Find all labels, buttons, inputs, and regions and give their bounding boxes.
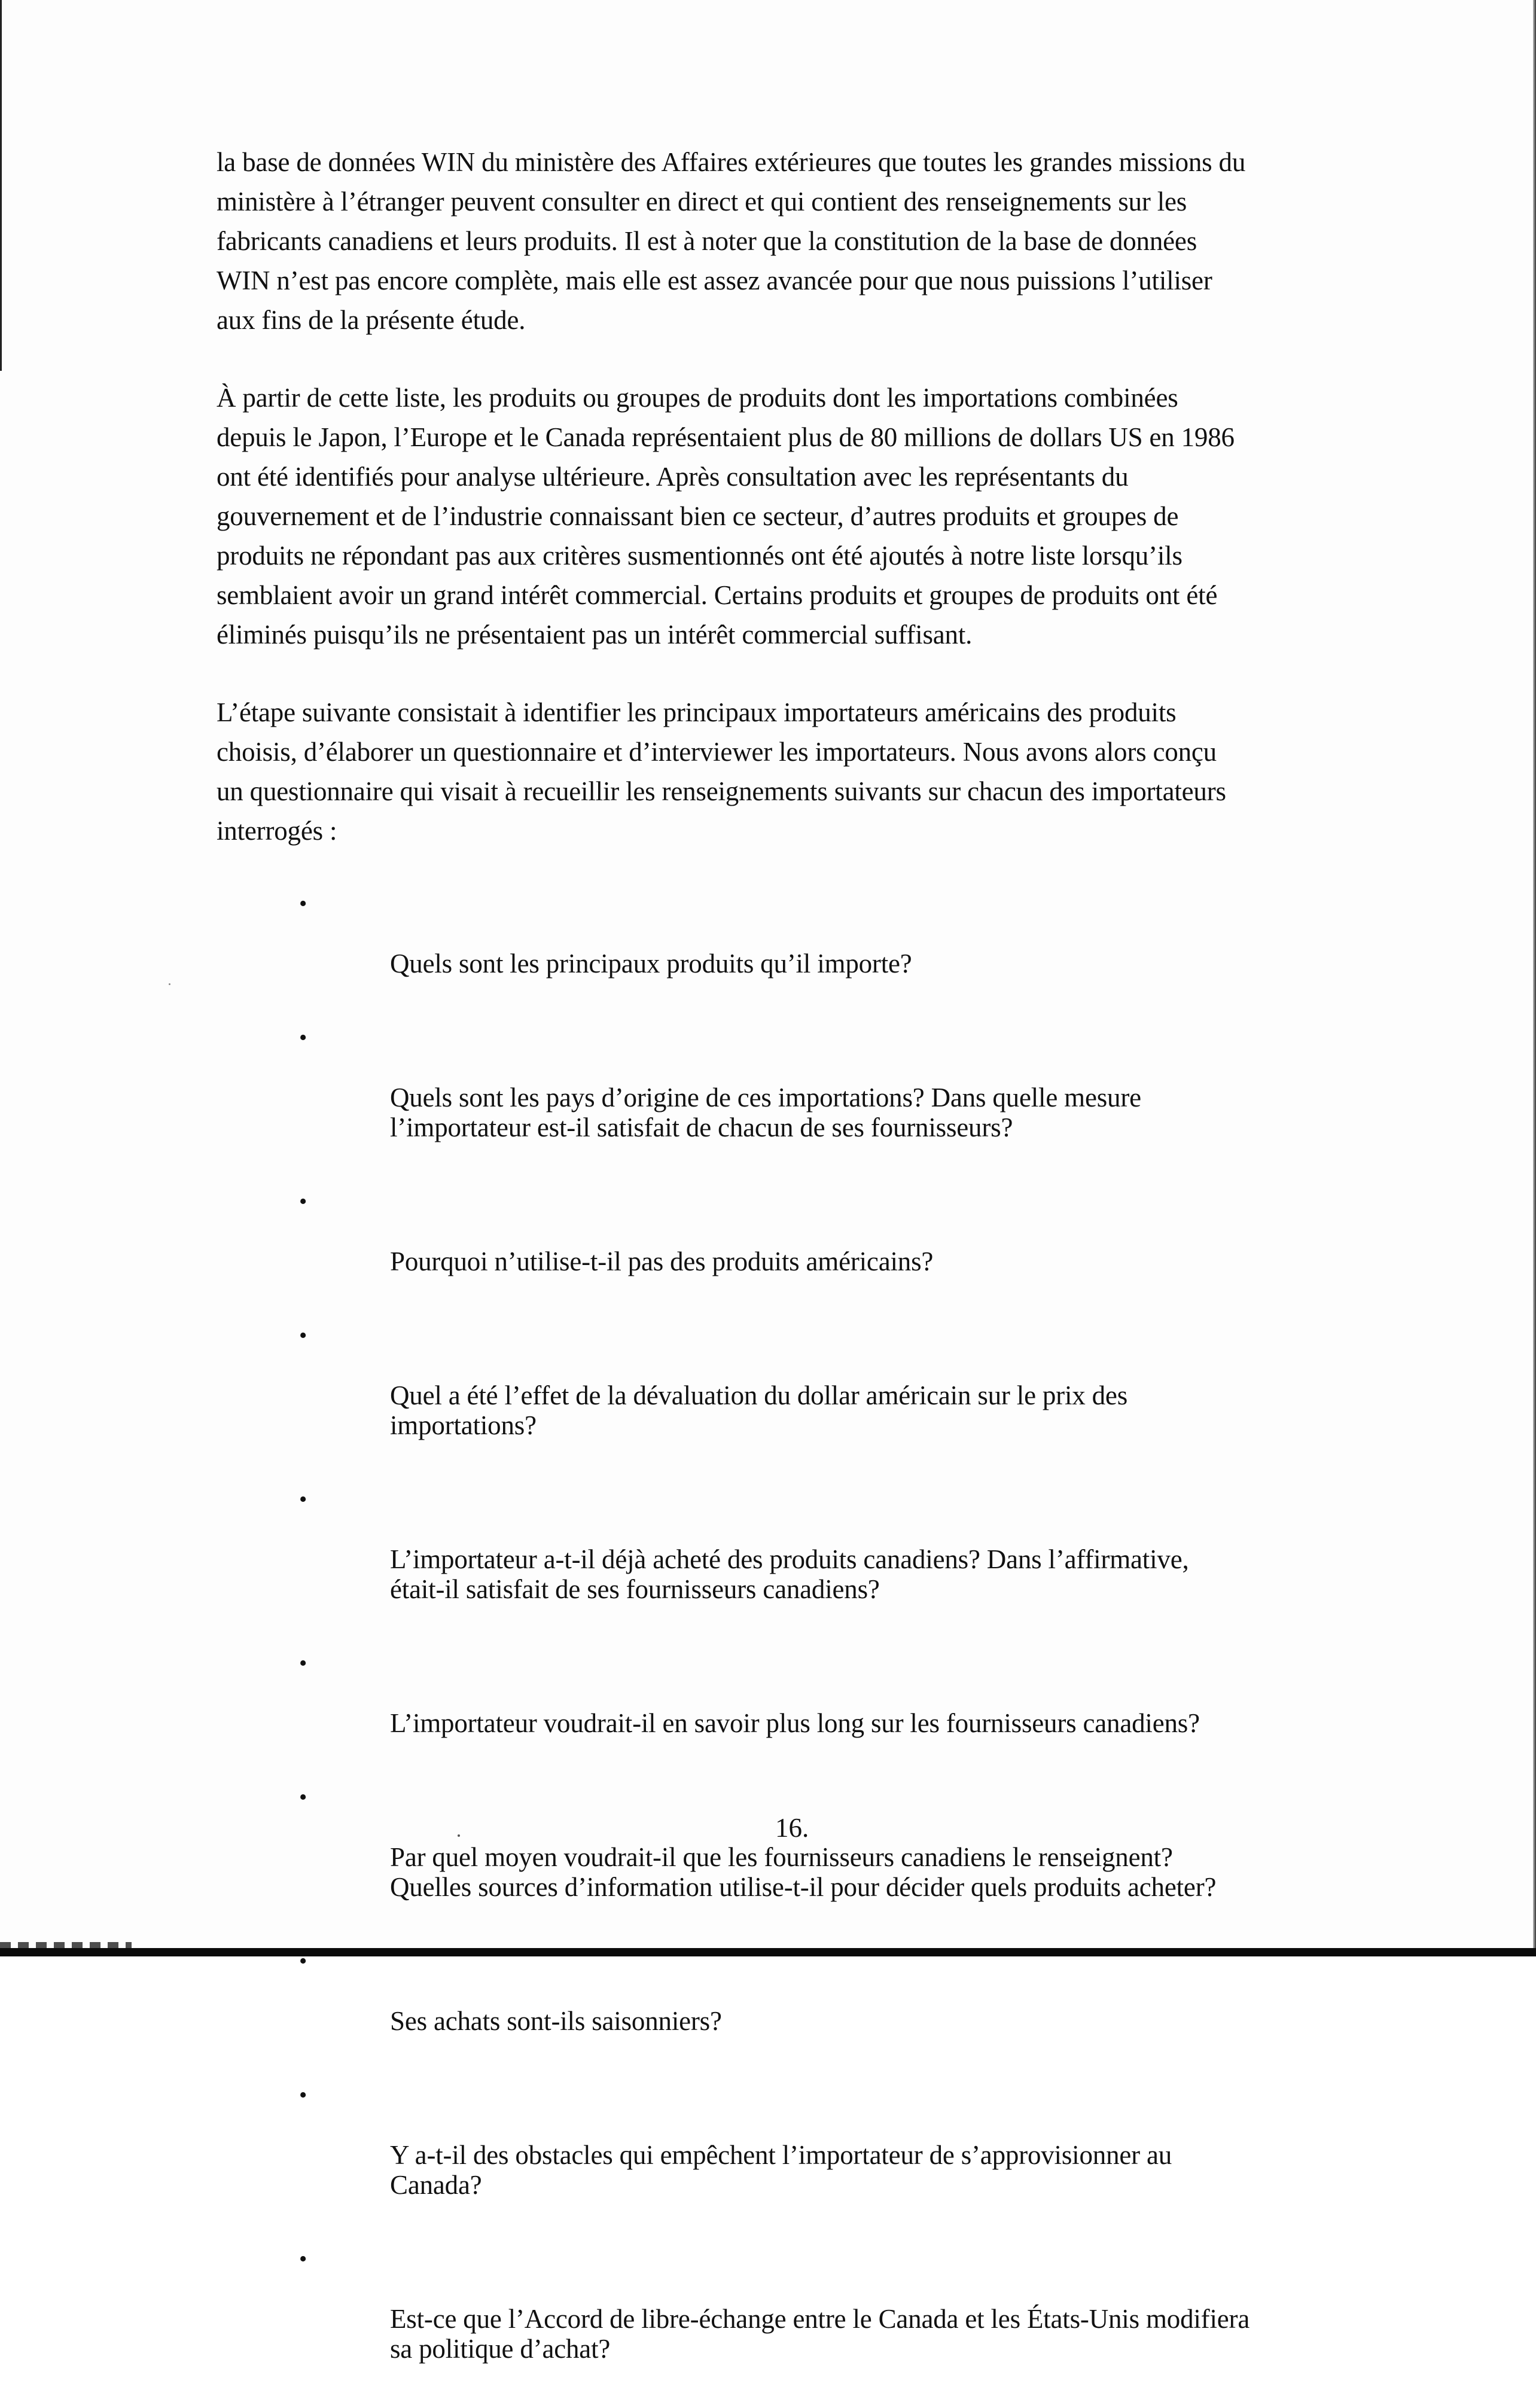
list-item-text: Pourquoi n’utilise-t-il pas des produits américains? xyxy=(390,1246,934,1276)
list-item-text: Ses achats sont-ils saisonniers? xyxy=(390,2006,722,2036)
list-item-text: Quels sont les principaux produits qu’il importe? xyxy=(390,949,912,979)
bullet-icon: • xyxy=(299,1651,307,1676)
list-item-text: Par quel moyen voudrait-il que les fournisseurs canadiens le renseignent? Quelles sources d’information utilise-t-il pour décider quels produits acheter? xyxy=(390,1842,1217,1902)
bullet-icon: • xyxy=(299,1025,307,1050)
list-item-text: Quels sont les pays d’origine de ces importations? Dans quelle mesure l’importateur est-il satisfait de chacun de ses fournisseurs? xyxy=(390,1083,1141,1142)
bullet-icon: • xyxy=(299,1487,307,1512)
bullet-icon: • xyxy=(299,2247,307,2272)
list-item xyxy=(217,1485,1383,1604)
list-item-text: Y a-t-il des obstacles qui empêchent l’importateur de s’approvisionner au Canada? xyxy=(390,2140,1172,2200)
bullet-icon: • xyxy=(299,1323,307,1348)
bullet-icon: • xyxy=(299,2083,307,2108)
paragraph-next-step: L’étape suivante consistait à identifier les principaux importateurs américains des produits choisis, d’élaborer un questionnaire et d’interviewer les importateurs. Nous avons alors conçu un questionnaire qui visait à recueillir les renseignements suivants sur chacun des importateurs interrogés : xyxy=(217,697,1226,846)
list-item-text: Est-ce que l’Accord de libre-échange entre le Canada et les États-Unis modifiera sa politique d’achat? xyxy=(390,2304,1250,2364)
list-item xyxy=(217,1187,1383,1276)
questionnaire-list xyxy=(217,889,1383,2364)
page-number: 16. xyxy=(775,1813,809,1843)
list-item xyxy=(217,1321,1383,1440)
scan-speck xyxy=(458,1834,460,1837)
list-item xyxy=(217,2244,1383,2364)
list-item-text: L’importateur a-t-il déjà acheté des produits canadiens? Dans l’affirmative, était-il satisfait de ses fournisseurs canadiens? xyxy=(390,1544,1189,1604)
list-item xyxy=(217,889,1383,979)
bullet-icon: • xyxy=(299,891,307,916)
paragraph-product-selection: À partir de cette liste, les produits ou groupes de produits dont les importations combinées depuis le Japon, l’Europe et le Canada représentaient plus de 80 millions de dollars US en 1986 ont été identifiés pour analyse ultérieure. Après consultation avec les représentants du gouvernement et de l’industrie connaissant bien ce secteur, d’autres produits et groupes de produits ne répondant pas aux critères susmentionnés ont été ajoutés à notre liste lorsqu’ils semblaient avoir un grand intérêt commercial. Certains produits et groupes de produits ont été éliminés puisqu’ils ne présentaient pas un intérêt commercial suffisant. xyxy=(217,383,1235,650)
paragraph-win-database: la base de données WIN du ministère des Affaires extérieures que toutes les grandes missions du ministère à l’étranger peuvent consulter en direct et qui contient des renseignements sur les fabricants canadiens et leurs produits. Il est à noter que la constitution de la base de données WIN n’est pas encore complète, mais elle est assez avancée pour que nous puissions l’utiliser aux fins de la présente étude. xyxy=(217,147,1246,335)
list-item-text: Quel a été l’effet de la dévaluation du dollar américain sur le prix des importations? xyxy=(390,1380,1128,1440)
bullet-icon: • xyxy=(299,1189,307,1214)
scan-bottom-specks xyxy=(0,1942,132,1948)
list-item-text: L’importateur voudrait-il en savoir plus long sur les fournisseurs canadiens? xyxy=(390,1708,1200,1738)
list-item xyxy=(217,2080,1383,2200)
bullet-icon: • xyxy=(299,1785,307,1810)
scan-right-edge xyxy=(1533,0,1536,1956)
bullet-icon: • xyxy=(299,1949,307,1974)
scan-left-edge xyxy=(0,0,2,371)
list-item xyxy=(217,1648,1383,1738)
list-item xyxy=(217,1023,1383,1142)
document-body xyxy=(217,142,1383,2408)
scan-speck xyxy=(169,983,170,985)
list-item xyxy=(217,1946,1383,2036)
